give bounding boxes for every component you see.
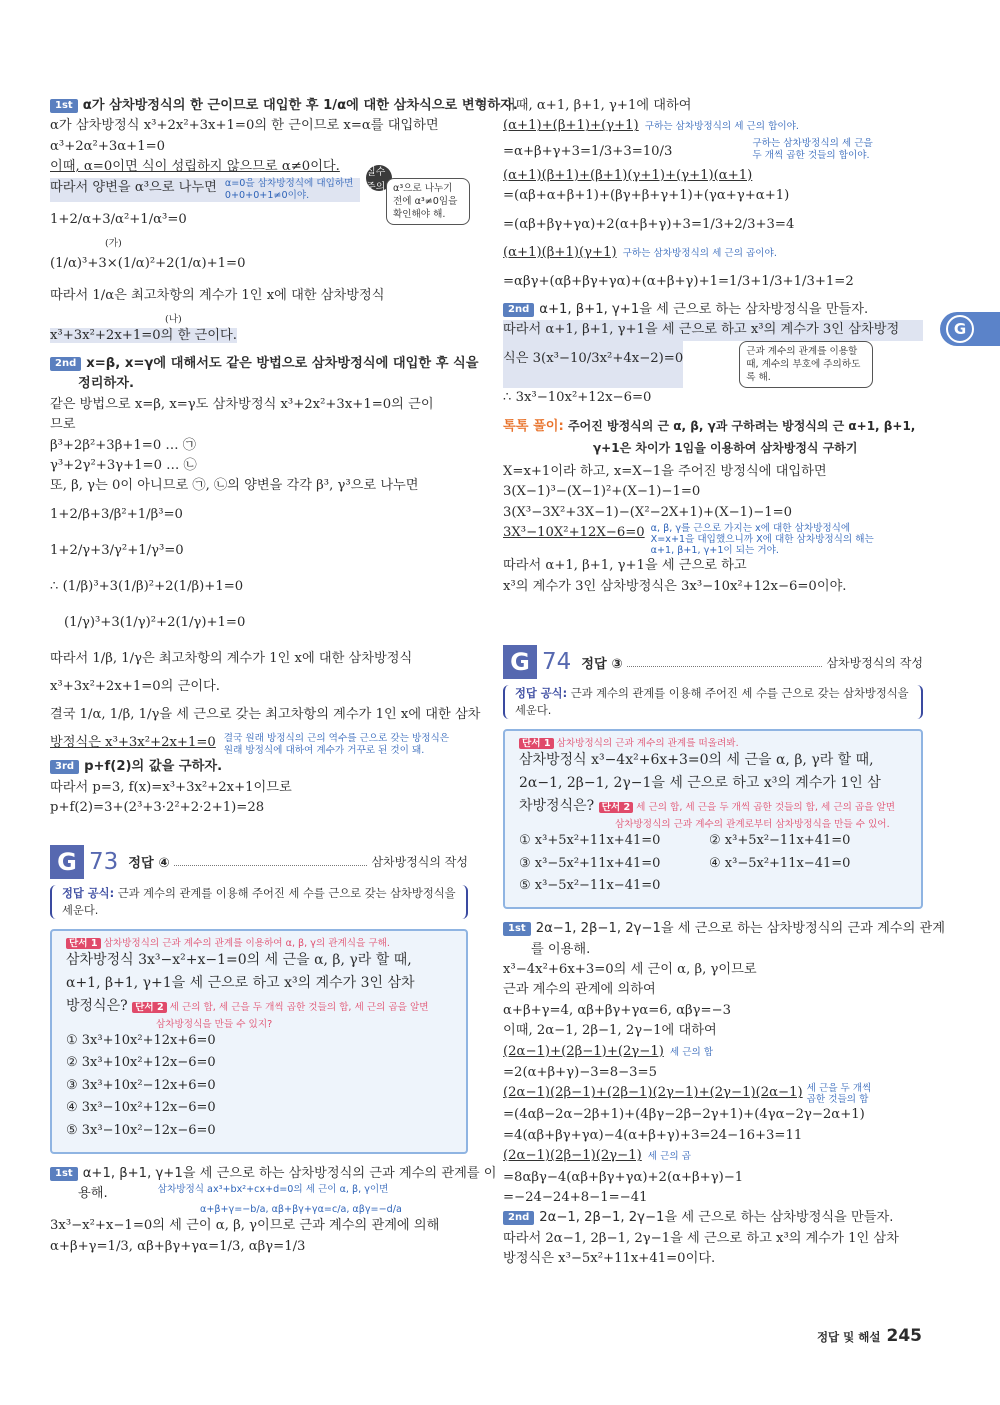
solution-line: 따라서 1/α은 최고차항의 계수가 1인 x에 대한 삼차방정식 [50,287,385,303]
problem-g-badge: G [503,645,537,679]
solution-line: =(4αβ−2α−2β+1)+(4βγ−2β−2γ+1)+(4γα−2γ−2α+1) [503,1107,865,1123]
answer-formula: 정답 공식: 근과 계수의 관계를 이용해 주어진 세 수를 근으로 갖는 삼차방정식을 세운다. [50,885,468,919]
solution-line: 1+2/α+3/α²+1/α³=0 [50,211,187,227]
solution-line: (α+1)+(β+1)+(γ+1) 구하는 삼차방정식의 세 근의 합이야. [503,118,799,134]
margin-note: 결국 원래 방정식의 근의 역수를 근으로 갖는 방정식은 원래 방정식에 대하여 계수가 거꾸로 된 것이 돼. [223,733,450,757]
step-badge: 2nd [503,303,534,317]
margin-note: 세 근을 두 개씩 곱한 것들의 합 [806,1083,872,1106]
solution-line: =2(α+β+γ)−3=8−3=5 [503,1064,658,1080]
solution-line: 따라서 p=3, f(x)=x³+3x²+2x+1이므로 [50,779,292,795]
solution-line: p+f(2)=3+(2³+3·2²+2·2+1)=28 [50,800,265,816]
leader-dots [627,658,823,667]
choice-row [519,853,913,876]
solution-line: (2α−1)(2β−1)+(2β−1)(2γ−1)+(2γ−1)(2α−1) 세 근을 두 개씩 곱한 것들의 합 [503,1083,923,1105]
solution-line: 따라서 1/β, 1/γ은 최고차항의 계수가 1인 x에 대한 삼차방정식 [50,650,413,666]
solution-line: x³의 계수가 3인 삼차방정식은 3x³−10x²+12x−6=0이야. [503,578,847,594]
margin-note: 세 근의 합 [669,1046,714,1058]
solution-line: α³+2α²+3α+1=0 [50,138,166,154]
solution-line: 므로 [50,417,76,433]
problem-number: 74 [542,649,572,676]
solution-line: 1+2/γ+3/γ²+1/γ³=0 [50,542,184,558]
chapter-tab-label: G [946,315,974,343]
topic-label: 삼차방정식의 작성 [371,855,468,869]
solution-line: 결국 1/α, 1/β, 1/γ을 세 근으로 갖는 최고차항의 계수가 1인 x에 대한 삼차 [50,707,481,723]
choice-5[interactable]: ⑤ x³−5x²−11x−41=0 [519,878,661,894]
solution-line: x³+3x²+2x+1=0의 한 근이다. [50,327,237,343]
question-text: α+1, β+1, γ+1을 세 근으로 하고 x³의 계수가 3인 삼차 [66,974,415,991]
solution-line: 3x³−x²+x−1=0의 세 근이 α, β, γ이므로 근과 계수의 관계에 의해 [50,1218,440,1234]
step-badge: 3rd [50,760,79,774]
margin-note: 세 근의 곱 [647,1151,691,1163]
step1-heading: 1st 2α−1, 2β−1, 2γ−1을 세 근으로 하는 삼차방정식의 근과 계수의 관계 [503,919,923,939]
solution-line: (α+1)(β+1)(γ+1) 구하는 삼차방정식의 세 근의 곱이야. [503,244,777,260]
solution-line: 식은 3(x³−10/3x²+4x−2)=0 근과 계수의 관계를 이용할 때, 계수의 부호에 주의하도록 해. [503,341,923,388]
choice-4[interactable]: ④ x³−5x²+11x−41=0 [709,855,851,871]
tok-heading-cont: γ+1은 차이가 1임을 이용하여 삼차방정식 구하기 [593,440,858,455]
step2-heading: 2nd α+1, β+1, γ+1을 세 근으로 하는 삼차방정식을 만들자. [503,300,923,320]
solution-line: X=x+1이라 하고, x=X−1을 주어진 방정식에 대입하면 [503,464,827,480]
step-badge: 1st [50,99,78,113]
step-badge: 1st [503,922,531,936]
solution-line: 3X³−10X²+12X−6=0 α, β, γ를 근으로 가지는 x에 대한 삼차방정식에 X=x+1을 대입했으니까 X에 대한 삼차방정식의 해는 α+1, β+1, γ+1이 되는 거야. [503,523,923,556]
question-text: 차방정식은? 단서 2 세 근의 합, 세 근을 두 개씩 곱한 것들의 합, 세 근의 곱을 알면 [519,798,896,815]
solution-line: β³+2β²+3β+1=0 … ㉠ [50,437,196,453]
question-text: 삼차방정식 3x³−x²+x−1=0의 세 근을 α, β, γ라 할 때, [66,951,412,968]
tip-bubble: α³으로 나누기 전에 α³≠0임을 확인해야 해. [386,178,470,225]
solution-line: =(αβ+α+β+1)+(βγ+β+γ+1)+(γα+γ+α+1) [503,188,790,204]
margin-note: 구하는 삼차방정식의 세 근의 합이야. [644,121,799,133]
page-footer [817,1326,922,1346]
step1-heading: 1st α가 삼차방정식의 한 근이므로 대입한 후 1/α에 대한 삼차식으로 변형하자. [50,96,468,116]
margin-note: 삼차방정식 ax³+bx²+cx+d=0의 세 근이 α, β, γ이면 [157,1183,389,1195]
answer-label: 정답 ③ [581,656,623,672]
tok-label: 톡톡 풀이: [503,419,564,435]
label-na: (나) [165,313,182,325]
question-text: 2α−1, 2β−1, 2γ−1을 세 근으로 하고 x³의 계수가 1인 삼 [519,775,881,792]
question-text: 삼차방정식 x³−4x²+6x+3=0의 세 근을 α, β, γ라 할 때, [519,752,874,769]
left-column [50,96,518,1257]
footer-label: 정답 및 해설 [816,1330,881,1344]
solution-line: 따라서 α+1, β+1, γ+1을 세 근으로 하고 x³의 계수가 3인 삼차방정 [503,320,923,340]
solution-line: 따라서 2α−1, 2β−1, 2γ−1을 세 근으로 하고 x³의 계수가 1인 삼차 [503,1230,899,1246]
solution-line: 3(X³−3X²+3X−1)−(X²−2X+1)+(X−1)−1=0 [503,504,793,520]
hint-2-cont: 삼차방정식을 만들 수 있지? [156,1018,273,1030]
step2-heading: 2nd 2α−1, 2β−1, 2γ−1을 세 근으로 하는 삼차방정식을 만들자. [503,1208,923,1228]
problem-header-73 [50,845,468,879]
question-box-74 [503,729,923,909]
solution-line: α+β+γ=4, αβ+βγ+γα=6, αβγ=−3 [503,1002,731,1018]
hint-1: 단서 1 삼차방정식의 근과 계수의 관계를 떠올려봐. [519,735,913,749]
solution-line: 이때, α=0이면 식이 성립하지 않으므로 α≠0이다. [50,159,340,175]
tip-bubble: 근과 계수의 관계를 이용할 때, 계수의 부호에 주의하도록 해. [739,341,873,388]
solution-line: (1/γ)³+3(1/γ)²+2(1/γ)+1=0 [64,614,246,630]
step-badge: 2nd [50,357,81,371]
choice-5[interactable]: ⑤ 3x³−10x²−12x−6=0 [66,1122,216,1138]
choice-row [519,830,913,853]
hint-1: 단서 1 삼차방정식의 근과 계수의 관계를 이용하여 α, β, γ의 관계식을 구해. [66,935,458,949]
choice-1[interactable]: ① x³+5x²+11x+41=0 [519,833,661,849]
chapter-tab[interactable] [940,312,1000,346]
caution-icon: 실수 주의 [366,165,392,191]
step1-heading: 1st α+1, β+1, γ+1을 세 근으로 하는 삼차방정식의 근과 계수의 관계를 이 [50,1164,468,1184]
step1-heading-cont: 를 이용해. [531,941,591,957]
topic-label: 삼차방정식의 작성 [826,655,923,670]
problem-header-74 [503,645,923,679]
question-text: 방정식은? 단서 2 세 근의 합, 세 근을 두 개씩 곱한 것들의 합, 세 근의 곱을 알면 [66,997,429,1014]
solution-line: 이때, 2α−1, 2β−1, 2γ−1에 대하여 [503,1023,717,1039]
problem-g-badge: G [50,845,84,879]
solution-line: 근과 계수의 관계에 의하여 [503,982,656,998]
right-column [503,96,945,1270]
answer-formula: 정답 공식: 근과 계수의 관계를 이용해 주어진 세 수를 근으로 갖는 삼차방정식을 세운다. [503,685,923,719]
answer-label: 정답 ④ [128,856,170,871]
solution-line: =α+β+γ+3=1/3+3=10/3 구하는 삼차방정식의 세 근을 두 개씩 곱한 것들의 합이야. [503,138,923,166]
solution-line: α가 삼차방정식 x³+2x²+3x+1=0의 한 근이므로 x=α를 대입하면 [50,118,439,134]
solution-line: γ³+2γ²+3γ+1=0 … ㉡ [50,458,197,474]
solution-line: x³−4x²+6x+3=0의 세 근이 α, β, γ이므로 [503,961,757,977]
step-badge: 2nd [503,1211,534,1225]
margin-note: 구하는 삼차방정식의 세 근을 두 개씩 곱한 것들의 합이야. [752,137,873,161]
solution-line: 용해. 삼차방정식 ax³+bx²+cx+d=0의 세 근이 α, β, γ이면 [50,1184,468,1204]
choice-3-correct[interactable]: ③ x³−5x²+11x+41=0 [519,855,661,871]
solution-line: ∴ 3x³−10x²+12x−6=0 [503,389,652,405]
leader-dots [174,857,368,866]
solution-line: (α+1)(β+1)+(β+1)(γ+1)+(γ+1)(α+1) [503,167,753,183]
step-badge: 1st [50,1167,78,1181]
choice-1[interactable]: ① 3x³+10x²+12x+6=0 [66,1032,216,1048]
margin-note: α+β+γ=−b/a, αβ+βγ+γα=c/a, αβγ=−d/a [200,1204,402,1216]
solution-line: =8αβγ−4(αβ+βγ+γα)+2(α+β+γ)−1 [503,1169,744,1185]
solution-line: (2α−1)(2β−1)(2γ−1) 세 근의 곱 [503,1148,691,1164]
hint-2-cont: 삼차방정식의 근과 계수의 관계로부터 삼차방정식을 만들 수 있어. [615,819,890,831]
solution-line: 같은 방법으로 x=β, x=γ도 삼차방정식 x³+2x²+3x+1=0의 근이 [50,396,434,412]
solution-line: ∴ (1/β)³+3(1/β)²+2(1/β)+1=0 [50,578,244,594]
solution-line: 따라서 α+1, β+1, γ+1을 세 근으로 하고 [503,558,747,574]
solution-line: =(αβ+βγ+γα)+2(α+β+γ)+3=1/3+2/3+3=4 [503,216,795,232]
solution-line: 또, β, γ는 0이 아니므로 ㉠, ㉡의 양변을 각각 β³, γ³으로 나누면 [50,478,419,494]
solution-line: 이때, α+1, β+1, γ+1에 대하여 [503,98,692,113]
choice-2[interactable]: ② x³+5x²−11x+41=0 [709,833,851,849]
margin-note: α, β, γ를 근으로 가지는 x에 대한 삼차방정식에 X=x+1을 대입했으니까 X에 대한 삼차방정식의 해는 α+1, β+1, γ+1이 되는 거야. [650,523,874,557]
solution-line: 방정식은 x³−5x²+11x+41=0이다. [503,1251,716,1267]
choice-2[interactable]: ② 3x³+10x²+12x−6=0 [66,1055,216,1070]
choice-3[interactable]: ③ 3x³+10x²−12x+6=0 [66,1077,216,1093]
solution-line: α+β+γ=1/3, αβ+βγ+γα=1/3, αβγ=1/3 [50,1238,306,1254]
question-box-73 [50,929,468,1154]
solution-line: =−24−24+8−1=−41 [503,1189,648,1205]
page-number: 245 [886,1326,922,1346]
solution-line: (2α−1)+(2β−1)+(2γ−1) 세 근의 합 [503,1043,714,1059]
margin-note: α=0을 삼차방정식에 대입하면 0+0+0+1≠0이야. [224,177,354,201]
problem-number: 73 [89,848,119,875]
solution-line: (1/α)³+3×(1/α)²+2(1/α)+1=0 [50,255,246,271]
solution-line: 따라서 양변을 α³으로 나누면 α=0을 삼차방정식에 대입하면 0+0+0+1≠0이야. [50,178,360,202]
margin-note: 구하는 삼차방정식의 세 근의 곱이야. [622,247,777,259]
label-ga: (가) [105,237,122,249]
step2-heading: 2nd x=β, x=γ에 대해서도 같은 방법으로 삼차방정식에 대입한 후 식을 [50,354,468,374]
step2-heading-cont: 정리하자. [78,376,134,392]
solution-line: x³+3x²+2x+1=0의 근이다. [50,678,220,694]
tok-heading: 톡톡 풀이: 주어진 방정식의 근 α, β, γ과 구하려는 방정식의 근 α+1, β+1, [503,419,916,435]
solution-line: 방정식은 x³+3x²+2x+1=0 결국 원래 방정식의 근의 역수를 근으로 갖는 방정식은 원래 방정식에 대하여 계수가 거꾸로 된 것이 돼. [50,733,468,757]
solution-line: 1+2/β+3/β²+1/β³=0 [50,506,183,522]
solution-line: =αβγ+(αβ+βγ+γα)+(α+β+γ)+1=1/3+1/3+1/3+1=2 [503,274,854,290]
step3-heading: 3rd p+f(2)의 값을 구하자. [50,757,468,777]
solution-line: =4(αβ+βγ+γα)−4(α+β+γ)+3=24−16+3=11 [503,1127,803,1143]
choice-4-correct[interactable]: ④ 3x³−10x²+12x−6=0 [66,1100,216,1115]
solution-line: 3(X−1)³−(X−1)²+(X−1)−1=0 [503,484,701,500]
